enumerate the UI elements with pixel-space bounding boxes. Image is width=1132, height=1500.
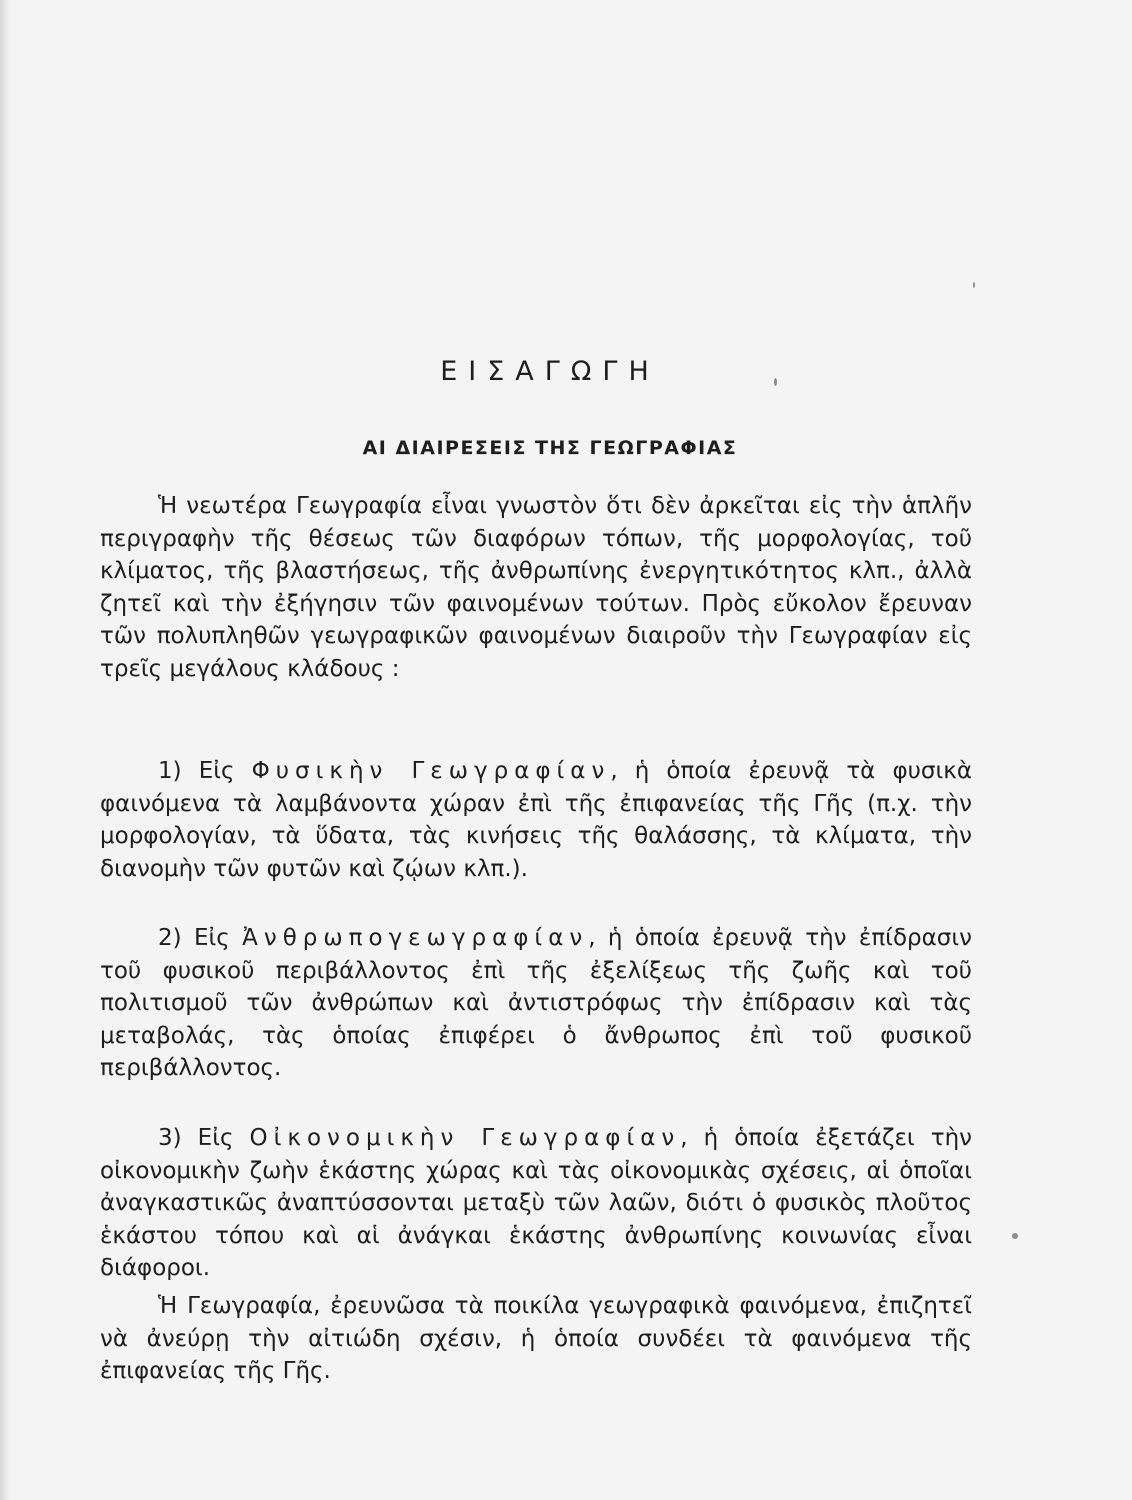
chapter-subtitle: ΑΙ ΔΙΑΙΡΕΣΕΙΣ ΤΗΣ ΓΕΩΓΡΑΦΙΑΣ [362, 436, 738, 459]
branch-prefix: 1) Εἰς [158, 758, 252, 784]
branch-prefix: 2) Εἰς [158, 925, 243, 951]
print-speck [973, 282, 975, 288]
page-edge [0, 0, 10, 1500]
print-speck [1012, 1233, 1018, 1239]
branch-name: Ἀνθρωπογεωγραφίαν [242, 925, 589, 951]
branch-item-human [100, 922, 972, 1085]
branch-item-economic [100, 1122, 972, 1285]
branch-name: Οἰκονομικὴν Γεωγραφίαν [249, 1125, 681, 1151]
intro-text: Ἡ νεωτέρα Γεωγραφία εἶναι γνωστὸν ὅτι δὲν ἀρκεῖται εἰς τὴν ἁπλῆν περιγραφὴν τῆς θέσεως τῶν διαφόρων τόπων, τῆς μορφολογίας, τοῦ κλίματος, τῆς βλαστήσεως, τῆς ἀνθρωπίνης ἐνεργητικότητος κλπ., ἀλλὰ ζητεῖ καὶ τὴν ἐξήγησιν τῶν φαινομένων τούτων. Πρὸς εὔκολον ἔρευναν τῶν πολυπληθῶν γεωγραφικῶν φαινομένων διαιροῦν τὴν Γεωγραφίαν εἰς τρεῖς μεγάλους κλάδους : [100, 493, 972, 682]
intro-paragraph [100, 490, 972, 685]
chapter-title: ΕΙΣΑΓΩΓΗ [440, 356, 660, 388]
book-page [100, 0, 980, 1500]
print-speck [774, 378, 777, 386]
closing-text: Ἡ Γεωγραφία, ἐρευνῶσα τὰ ποικίλα γεωγραφικὰ φαινόμενα, ἐπιζητεῖ νὰ ἀνεύρῃ τὴν αἰτιώδη σχέσιν, ἡ ὁποία συνδέει τὰ φαινόμενα τῆς ἐπιφανείας τῆς Γῆς. [100, 1293, 972, 1384]
branch-description: , ἡ ὁποία ἐρευνᾷ τὴν ἐπίδρασιν τοῦ φυσικοῦ περιβάλλοντος ἐπὶ τῆς ἐξελίξεως τῆς ζωῆς καὶ τοῦ πολιτισμοῦ τῶν ἀνθρώπων καὶ ἀντιστρόφως τὴν ἐπίδρασιν καὶ τὰς μεταβολάς, τὰς ὁποίας ἐπιφέρει ὁ ἄνθρωπος ἐπὶ τοῦ φυσικοῦ περιβάλλοντος. [100, 925, 972, 1081]
branch-prefix: 3) Εἰς [158, 1125, 250, 1151]
closing-paragraph [100, 1290, 972, 1388]
branch-item-physical [100, 755, 972, 885]
branch-description: , ἡ ὁποία ἐξετάζει τὴν οἰκονομικὴν ζωὴν ἑκάστης χώρας καὶ τὰς οἰκονομικὰς σχέσεις, αἱ ὁποῖαι ἀναγκαστικῶς ἀναπτύσσονται μεταξὺ τῶν λαῶν, διότι ὁ φυσικὸς πλοῦτος ἑκάστου τόπου καὶ αἱ ἀνάγκαι ἑκάστης ἀνθρωπίνης κοινωνίας εἶναι διάφοροι. [100, 1125, 973, 1281]
branch-name: Φυσικὴν Γεωγραφίαν [251, 758, 611, 784]
branch-description: , ἡ ὁποία ἐρευνᾷ τὰ φυσικὰ φαινόμενα τὰ λαμβάνοντα χώραν ἐπὶ τῆς ἐπιφανείας τῆς Γῆς (π.χ. τὴν μορφολογίαν, τὰ ὕδατα, τὰς κινήσεις τῆς θαλάσσης, τὰ κλίματα, τὴν διανομὴν τῶν φυτῶν καὶ ζῴων κλπ.). [100, 758, 972, 882]
